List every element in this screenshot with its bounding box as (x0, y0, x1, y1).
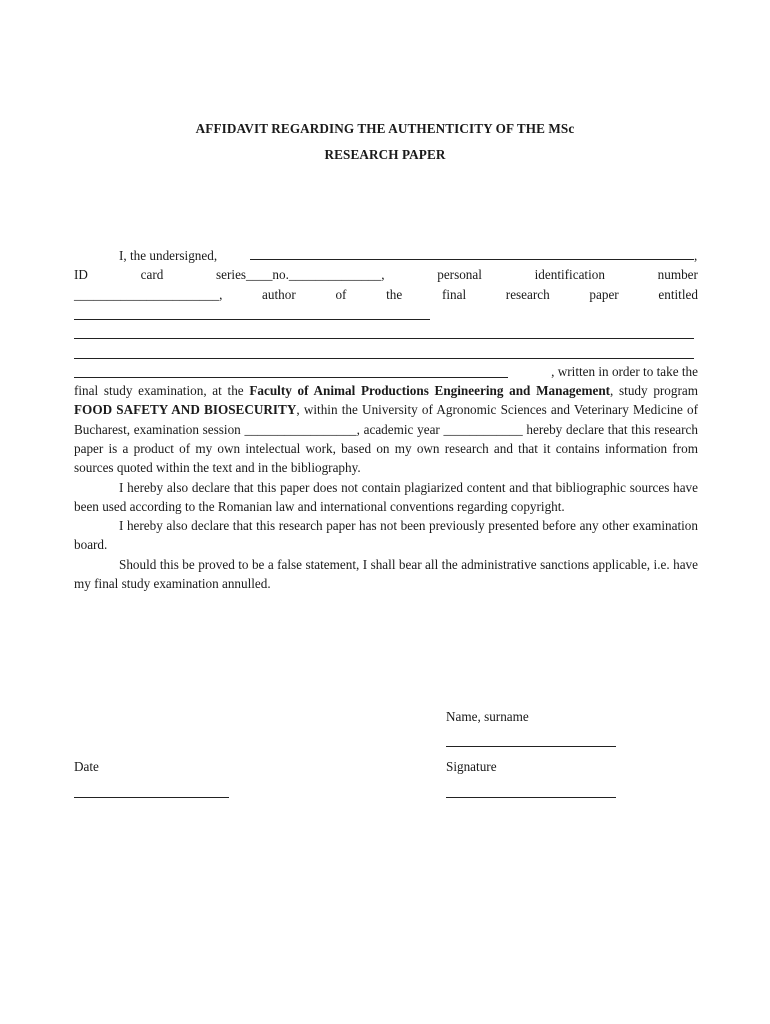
paper-title-blank-4[interactable] (74, 377, 508, 378)
name-surname-blank[interactable] (446, 746, 616, 747)
identification-word: identification (534, 267, 605, 283)
undersigned-label: I, the undersigned, (119, 248, 218, 263)
of-word: of (335, 286, 347, 302)
not-presented-paragraph: I hereby also declare that this research paper has not been previously presented before any other examination board. (74, 518, 698, 553)
undersigned-name-blank[interactable] (250, 246, 694, 260)
personal-id-number-field[interactable]: ______________________, (74, 286, 223, 302)
card-word: card (140, 267, 164, 283)
id-word: ID (74, 267, 88, 283)
personal-word: personal (437, 267, 482, 283)
the-word: the (386, 286, 403, 302)
document-title-line-2: RESEARCH PAPER (324, 147, 446, 162)
id-card-line (74, 265, 698, 284)
document-title-line-1: AFFIDAVIT REGARDING THE AUTHENTICITY OF THE MSc (195, 121, 575, 136)
written-tail-text: , written in order to take the (551, 363, 698, 379)
signature-label: Signature (446, 759, 497, 774)
date-label: Date (74, 759, 99, 774)
paper-title-blank-3[interactable] (74, 358, 694, 359)
research-word: research (505, 286, 550, 302)
paper-title-blank-1[interactable] (74, 319, 430, 320)
faculty-name: Faculty of Animal Productions Engineering and Management (249, 383, 611, 399)
program-name: FOOD SAFETY AND BIOSECURITY (74, 402, 297, 418)
affidavit-body (74, 246, 698, 593)
title-blank-line-3[interactable] (74, 342, 698, 361)
series-number-field[interactable]: series____no.______________, (216, 267, 385, 283)
exam-declaration (74, 381, 698, 477)
title-blank-line-1[interactable] (74, 304, 698, 323)
exam-intro: final study examination, at the (74, 383, 250, 399)
author-line (74, 285, 698, 304)
undersigned-comma: , (694, 248, 698, 263)
signature-blank[interactable] (446, 797, 616, 798)
false-statement-paragraph: Should this be proved to be a false statement, I shall bear all the administrative sanctions applicable, i.e. have my final study examination annulled. (74, 556, 698, 592)
entitled-word: entitled (658, 286, 698, 302)
paper-word: paper (589, 286, 619, 302)
plagiarism-paragraph: I hereby also declare that this paper does not contain plagiarized content and that bibliographic sources have been used according to the Romanian law and international conventions regarding copyright. (74, 479, 698, 514)
paper-title-blank-2[interactable] (74, 338, 694, 339)
date-blank[interactable] (74, 797, 229, 798)
study-program-prefix: , study program (610, 383, 698, 399)
author-word: author (262, 286, 296, 302)
university-text: , within the University of Agronomic Sciences and Veterinary Medicine of Bucharest, examination session _________________, academic year ____________ hereby declare that this research paper is a product of my own intelectual work, based on my own research and that it contains information from sources quoted within the text and in the bibliography. (74, 402, 698, 476)
name-surname-label: Name, surname (446, 709, 529, 724)
written-line (74, 362, 698, 381)
final-word: final (441, 286, 467, 302)
declaration-paragraph (74, 381, 698, 593)
title-blank-line-2[interactable] (74, 323, 698, 342)
undersigned-line (74, 246, 698, 265)
number-word: number (657, 267, 698, 283)
